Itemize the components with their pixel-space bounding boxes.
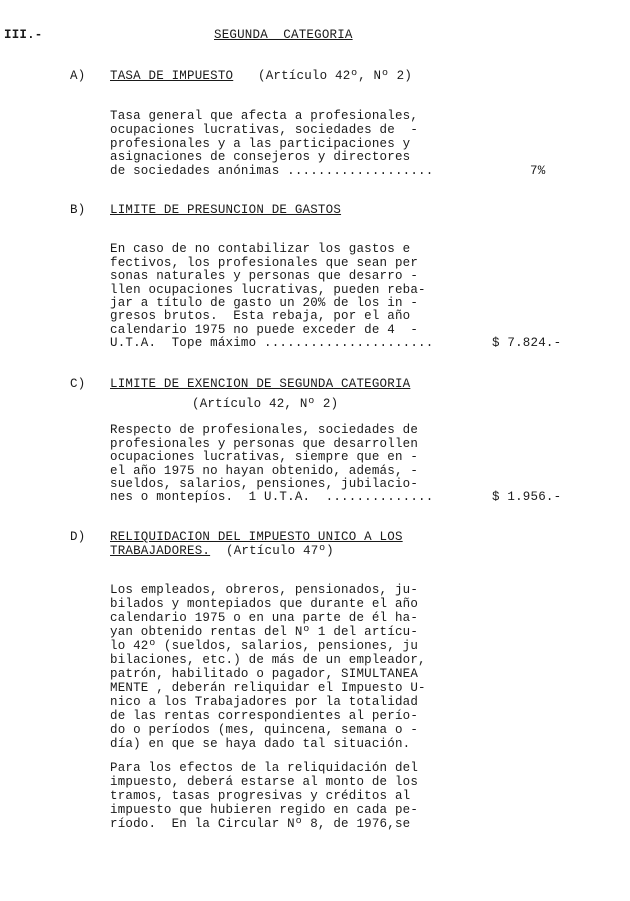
section-b-value: $ 7.824.- [492, 336, 562, 350]
section-b-line: gresos brutos. Esta rebaja, por el año [110, 309, 411, 323]
section-b-line: sonas naturales y personas que desarro - [110, 269, 419, 283]
section-b-line: calendario 1975 no puede exceder de 4 - [110, 323, 419, 337]
section-d-line: bilados y montepiados que durante el año [110, 597, 419, 611]
section-b-line: llen ocupaciones lucrativas, pueden reba- [110, 283, 426, 297]
section-d-line: bilaciones, etc.) de más de un empleador, [110, 653, 426, 667]
section-d-line: yan obtenido rentas del Nº 1 del artícu- [110, 625, 419, 639]
section-c-line: nes o montepíos. 1 U.T.A. .............. [110, 490, 434, 504]
section-b-title: LIMITE DE PRESUNCION DE GASTOS [110, 203, 342, 217]
section-c-value: $ 1.956.- [492, 490, 562, 504]
section-d-title-line2: TRABAJADORES. [110, 544, 211, 558]
section-d-line: do o períodos (mes, quincena, semana o - [110, 723, 419, 737]
section-c-line: sueldos, salarios, pensiones, jubilacio- [110, 477, 419, 491]
section-d-line: impuesto que hubieren regido en cada pe- [110, 803, 419, 817]
section-d-line: calendario 1975 o en una parte de él ha- [110, 611, 419, 625]
section-d-ref: (Artículo 47º) [226, 544, 334, 558]
section-d-line: impuesto, deberá estarse al monto de los [110, 775, 419, 789]
section-b-letter: B) [70, 203, 86, 217]
section-b-line: fectivos, los profesionales que sean per [110, 256, 419, 270]
section-c-letter: C) [70, 377, 86, 391]
section-d-line: Para los efectos de la reliquidación del [110, 761, 419, 775]
section-b-line: jar a título de gasto un 20% de los in - [110, 296, 419, 310]
section-a-line: ocupaciones lucrativas, sociedades de - [110, 123, 419, 137]
section-a-title: TASA DE IMPUESTO [110, 69, 234, 83]
section-c-line: el año 1975 no hayan obtenido, además, - [110, 464, 419, 478]
section-c-ref: (Artículo 42, Nº 2) [192, 397, 339, 411]
section-d-line: patrón, habilitado o pagador, SIMULTANEA [110, 667, 419, 681]
section-c-line: profesionales y personas que desarrollen [110, 437, 419, 451]
section-d-line: de las rentas correspondientes al perío- [110, 709, 419, 723]
section-d-title-line1: RELIQUIDACION DEL IMPUESTO UNICO A LOS [110, 530, 403, 544]
section-d-line: nico a los Trabajadores por la totalidad [110, 695, 419, 709]
section-a-line: Tasa general que afecta a profesionales, [110, 109, 419, 123]
section-a-line: profesionales y a las participaciones y [110, 137, 411, 151]
section-d-line: tramos, tasas progresivas y créditos al [110, 789, 411, 803]
section-a-ref: (Artículo 42º, Nº 2) [258, 69, 413, 83]
section-b-line: En caso de no contabilizar los gastos e [110, 242, 411, 256]
section-d-line: Los empleados, obreros, pensionados, ju- [110, 583, 419, 597]
page-title: SEGUNDA CATEGORIA [214, 28, 353, 42]
section-d-line: ríodo. En la Circular Nº 8, de 1976,se [110, 817, 411, 831]
section-d-line: MENTE , deberán reliquidar el Impuesto U- [110, 681, 426, 695]
section-d-line: lo 42º (sueldos, salarios, pensiones, ju [110, 639, 419, 653]
section-b-line: U.T.A. Tope máximo ...................... [110, 336, 434, 350]
section-d-letter: D) [70, 530, 86, 544]
section-a-line: de sociedades anónimas ................... [110, 164, 434, 178]
section-a-line: asignaciones de consejeros y directores [110, 150, 411, 164]
section-c-title: LIMITE DE EXENCION DE SEGUNDA CATEGORIA [110, 377, 411, 391]
section-c-line: ocupaciones lucrativas, siempre que en - [110, 450, 419, 464]
section-d-line: día) en que se haya dado tal situación. [110, 737, 411, 751]
section-number: III.- [4, 28, 43, 42]
section-c-line: Respecto de profesionales, sociedades de [110, 423, 419, 437]
section-a-value: 7% [530, 164, 546, 178]
section-a-letter: A) [70, 69, 86, 83]
